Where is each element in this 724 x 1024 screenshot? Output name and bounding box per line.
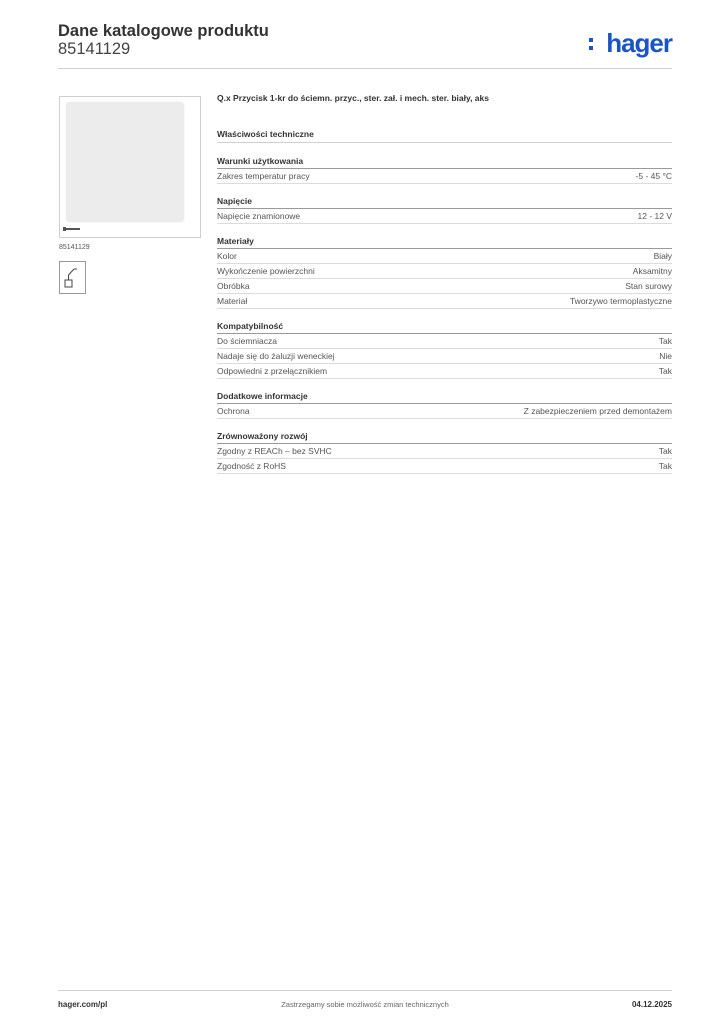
property-label: Do ściemniacza <box>217 336 277 346</box>
product-image-frame <box>59 96 201 238</box>
property-value: Nie <box>659 351 672 361</box>
document-title: Dane katalogowe produktu <box>58 22 269 40</box>
property-label: Kolor <box>217 251 237 261</box>
property-label: Wykończenie powierzchni <box>217 266 315 276</box>
property-value: Tak <box>658 446 672 456</box>
property-value: Biały <box>653 251 672 261</box>
section-additional-info <box>217 391 672 419</box>
product-image <box>66 102 184 222</box>
technical-properties-heading: Właściwości techniczne <box>217 129 672 143</box>
property-value: 12 - 12 V <box>637 211 672 221</box>
product-name: Q.x Przycisk 1-kr do ściemn. przyc., ster. zał. i mech. ster. biały, aks <box>217 93 489 103</box>
property-row <box>217 364 672 379</box>
property-value: Tak <box>658 336 672 346</box>
logo-dot <box>589 46 593 50</box>
property-label: Napięcie znamionowe <box>217 211 301 221</box>
clip-icon <box>63 227 80 231</box>
property-value: Aksamitny <box>632 266 672 276</box>
property-value: Tak <box>658 366 672 376</box>
section-title: Warunki użytkowania <box>217 156 672 169</box>
logo-text: hager <box>606 28 672 58</box>
property-row <box>217 209 672 224</box>
section-title: Materiały <box>217 236 672 249</box>
section-title: Dodatkowe informacje <box>217 391 672 404</box>
property-row <box>217 169 672 184</box>
section-title: Kompatybilność <box>217 321 672 334</box>
section-materials <box>217 236 672 309</box>
page-header <box>58 22 672 69</box>
property-row <box>217 279 672 294</box>
section-voltage <box>217 196 672 224</box>
property-row <box>217 334 672 349</box>
footer-website-link[interactable]: hager.com/pl <box>58 1000 108 1009</box>
section-sustainability <box>217 431 672 474</box>
page-footer <box>58 990 672 1015</box>
logo-dot <box>589 38 593 42</box>
property-value: Tworzywo termoplastyczne <box>569 296 672 306</box>
property-label: Ochrona <box>217 406 250 416</box>
push-button-symbol-icon <box>59 261 86 294</box>
property-value: Tak <box>658 461 672 471</box>
property-row <box>217 264 672 279</box>
product-number: 85141129 <box>58 40 131 58</box>
section-compatibility <box>217 321 672 379</box>
property-row <box>217 294 672 309</box>
property-row <box>217 349 672 364</box>
property-label: Materiał <box>217 296 248 306</box>
property-row <box>217 249 672 264</box>
product-image-caption: 85141129 <box>59 244 90 251</box>
section-title: Napięcie <box>217 196 672 209</box>
section-title: Zrównoważony rozwój <box>217 431 672 444</box>
property-label: Zakres temperatur pracy <box>217 171 310 181</box>
property-label: Zgodny z REACh – bez SVHC <box>217 446 332 456</box>
property-row <box>217 444 672 459</box>
property-value: -5 - 45 °C <box>635 171 672 181</box>
footer-date: 04.12.2025 <box>631 1000 672 1009</box>
property-label: Odpowiedni z przełącznikiem <box>217 366 328 376</box>
property-label: Obróbka <box>217 281 250 291</box>
property-value: Z zabezpieczeniem przed demontażem <box>523 406 672 416</box>
section-usage-conditions <box>217 156 672 184</box>
property-label: Zgodność z RoHS <box>217 461 286 471</box>
hager-logo <box>588 30 672 58</box>
property-label: Nadaje się do żaluzji weneckiej <box>217 351 335 361</box>
property-row <box>217 459 672 474</box>
footer-disclaimer: Zastrzegamy sobie możliwość zmian technicznych <box>281 1000 449 1009</box>
main-content <box>217 93 672 486</box>
property-value: Stan surowy <box>625 281 672 291</box>
property-row <box>217 404 672 419</box>
